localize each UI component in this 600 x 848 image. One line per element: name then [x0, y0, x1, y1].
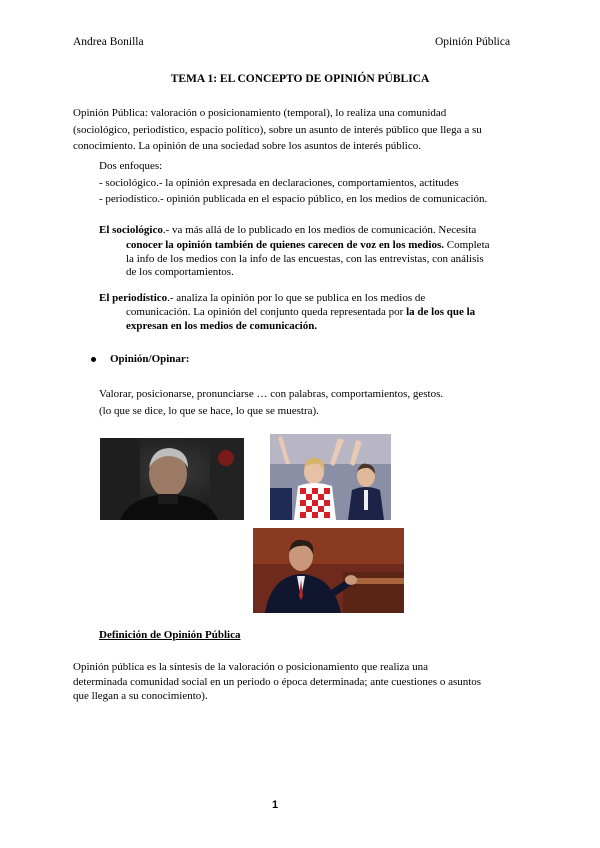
opinar-block — [99, 386, 443, 420]
periodistico-text: comunicación. La opinión del conjunto queda representada por — [126, 306, 407, 318]
sociologico-label: El sociológico — [99, 224, 163, 236]
intro-line: (sociológico, periodístico, espacio político), sobre un asunto de interés público que llega a su — [73, 123, 482, 136]
periodistico-bold-text: la de los que la — [406, 306, 476, 318]
periodistico-label: El periodístico — [99, 292, 168, 304]
enfoques-block — [99, 158, 487, 208]
sociologico-text: de los comportamientos. — [126, 266, 234, 278]
definicion-line: que llegan a su conocimiento). — [73, 690, 208, 702]
definicion-paragraph — [73, 660, 481, 704]
periodistico-block — [99, 291, 475, 333]
intro-paragraph — [73, 105, 482, 155]
enfoque-item: - periodístico.- opinión publicada en el espacio público, en los medios de comunicación. — [99, 193, 488, 205]
photo-celebration-image — [270, 434, 391, 520]
opinar-text: Valorar, posicionarse, pronunciarse … con palabras, comportamientos, gestos. — [99, 388, 444, 400]
opinar-text: (lo que se dice, lo que se hace, lo que se muestra). — [99, 405, 319, 417]
periodistico-bold-text: expresan en los medios de comunicación. — [126, 320, 318, 332]
page-number: 1 — [271, 799, 279, 811]
opinar-bullet: Opinión/Opinar: — [110, 353, 190, 365]
sociologico-text: .- va más allá de lo publicado en los medios de comunicación. Necesita — [162, 224, 477, 236]
photo-man-coach — [100, 438, 244, 520]
header-author: Andrea Bonilla — [73, 36, 144, 48]
sociologico-block — [99, 223, 490, 279]
periodistico-text: .- analiza la opinión por lo que se publica en los medios de — [167, 292, 426, 304]
enfoque-item: - sociológico.- la opinión expresada en declaraciones, comportamientos, actitudes — [99, 176, 459, 189]
photo-celebration — [270, 434, 391, 520]
sociologico-text: la info de los medios con la info de las encuestas, con las entrevistas, con análisis — [126, 253, 484, 265]
photo-politician-image — [253, 528, 404, 613]
photo-politician — [253, 528, 404, 613]
page-title: TEMA 1: EL CONCEPTO DE OPINIÓN PÚBLICA — [170, 73, 430, 85]
definicion-heading: Definición de Opinión Pública — [99, 629, 241, 641]
sociologico-text: Completa — [443, 239, 490, 251]
definicion-line: determinada comunidad social en un periodo o época determinada; ante cuestiones o asuntos — [73, 675, 482, 688]
photo-man-coach-image — [100, 438, 244, 520]
sociologico-bold-text: conocer la opinión también de quienes carecen de voz en los medios. — [126, 239, 444, 251]
definicion-line: Opinión pública es la síntesis de la valoración o posicionamiento que realiza una — [73, 661, 428, 673]
enfoques-heading: Dos enfoques: — [99, 160, 163, 172]
intro-line: conocimiento. La opinión de una sociedad sobre los asuntos de interés público. — [73, 140, 421, 152]
bullet-icon — [91, 357, 96, 362]
intro-line: Opinión Pública: valoración o posicionamiento (temporal), lo realiza una comunidad — [73, 107, 447, 119]
header-subject: Opinión Pública — [435, 36, 511, 48]
